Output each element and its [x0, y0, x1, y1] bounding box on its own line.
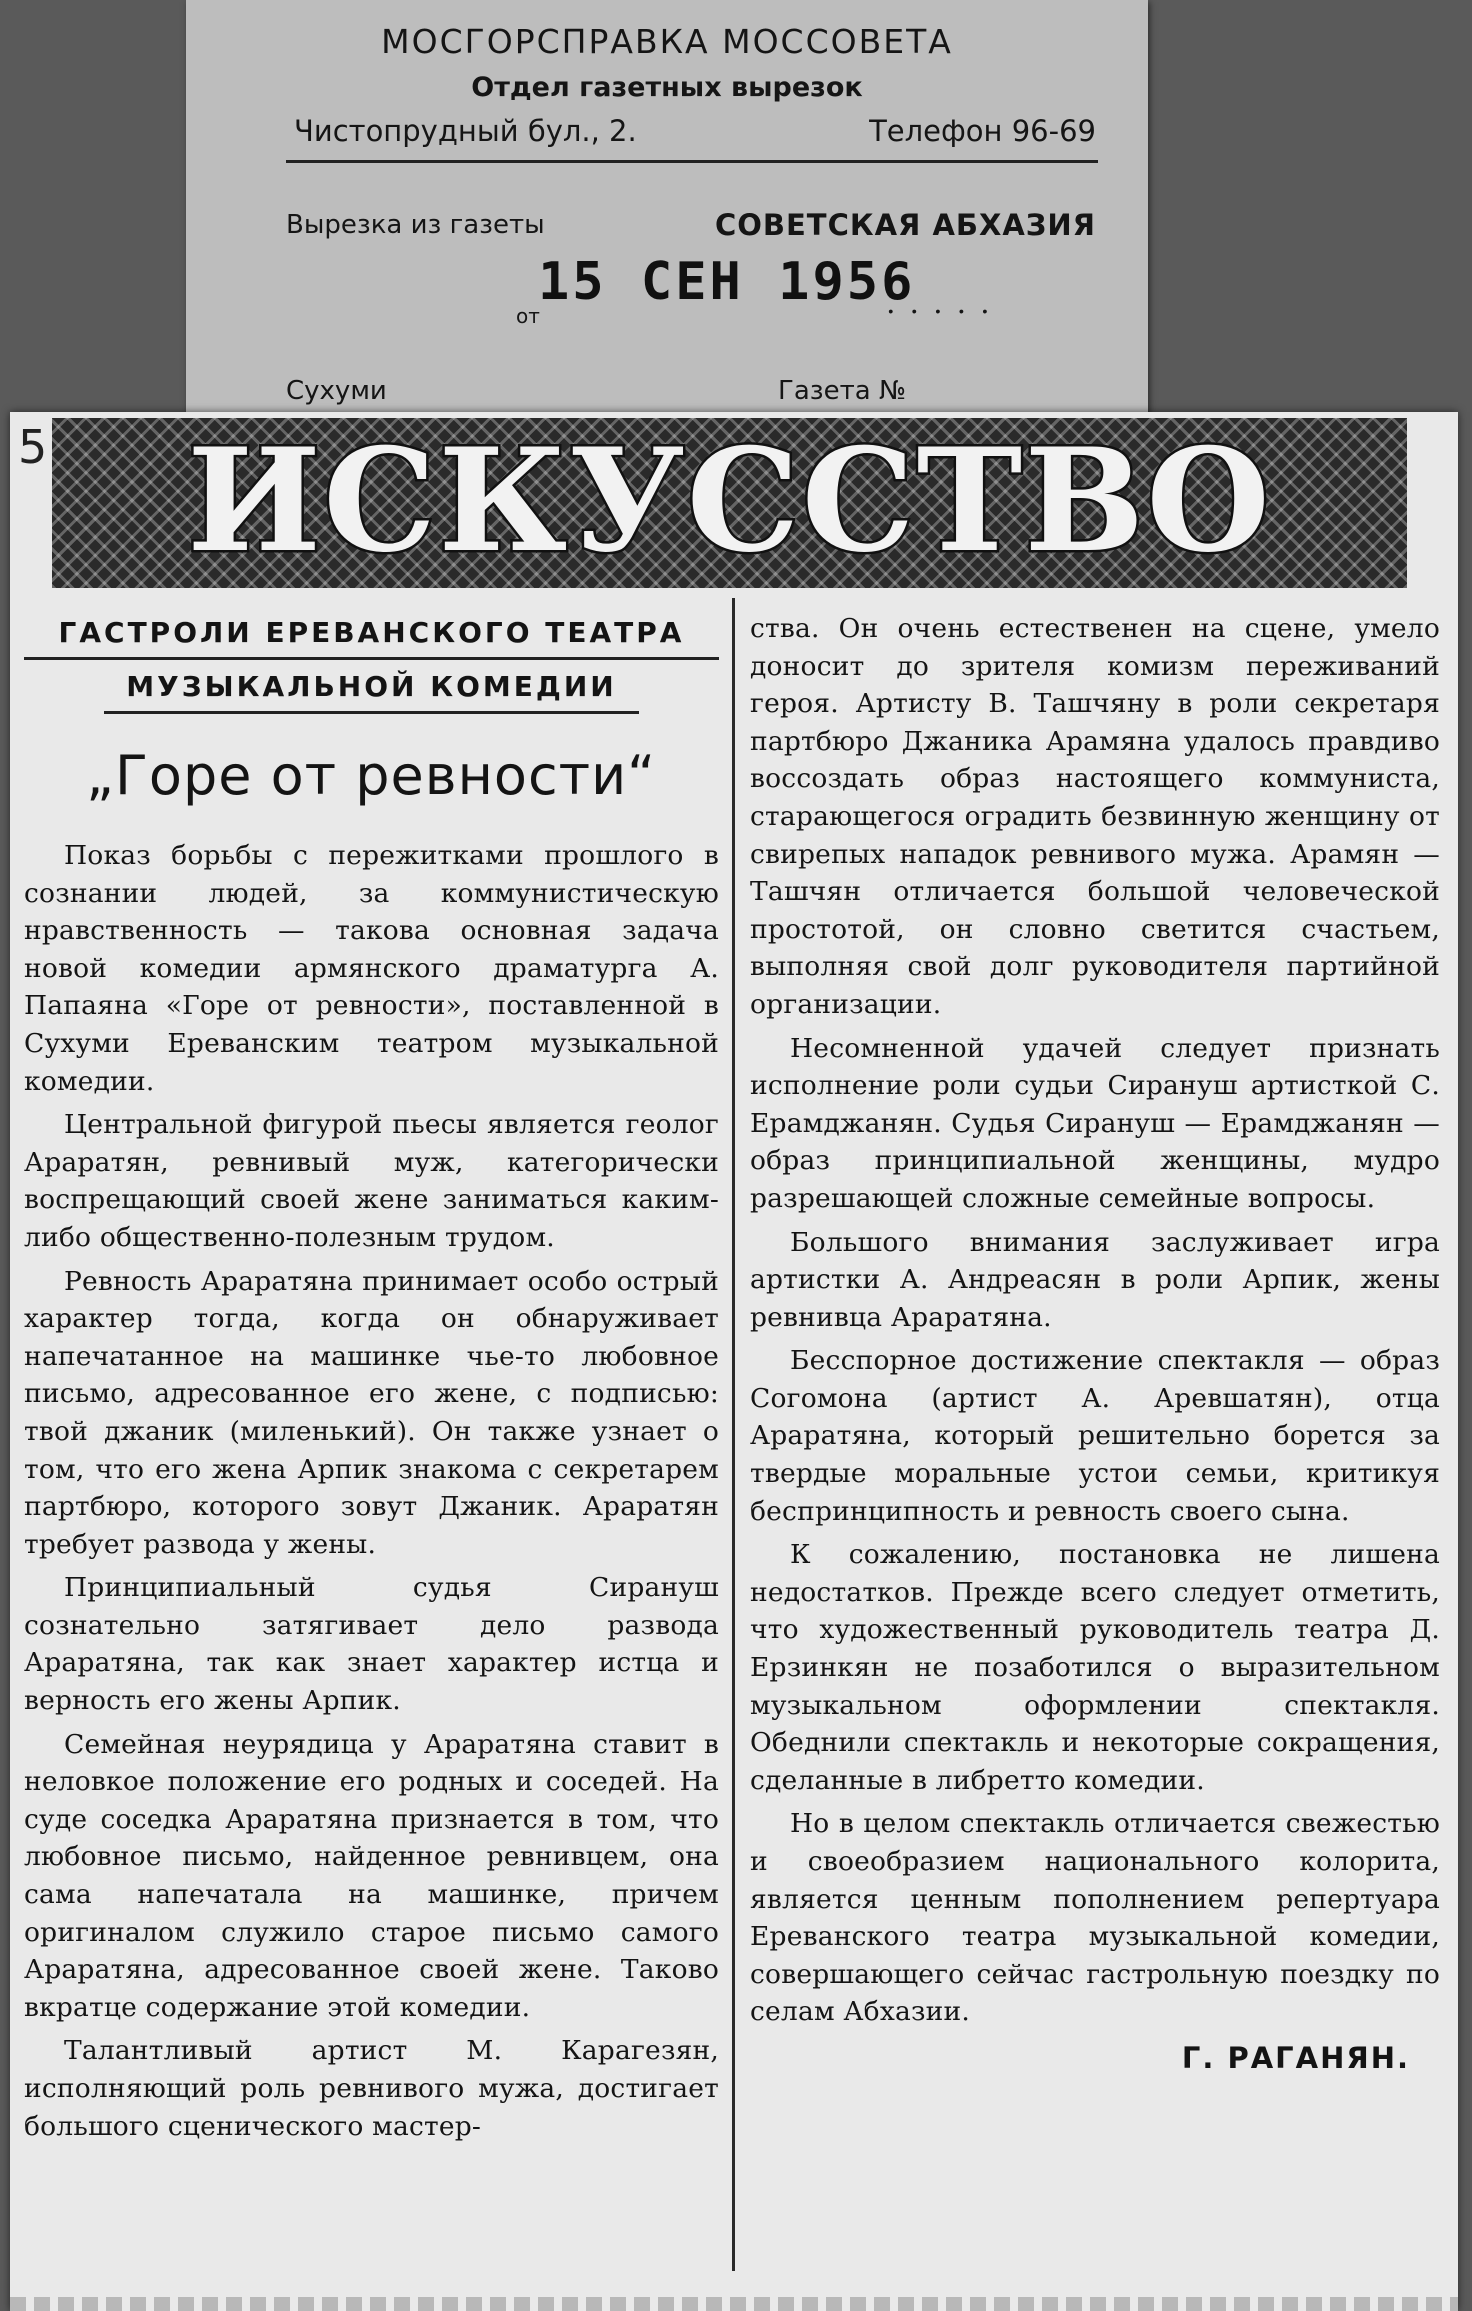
- right-column: [750, 598, 1440, 2311]
- stamp-phone: Телефон 96-69: [869, 114, 1096, 148]
- stamp-dots: .....: [886, 286, 1004, 321]
- section-banner: [52, 418, 1407, 588]
- section-banner-title: ИСКУССТВО: [186, 418, 1272, 584]
- column-divider: [732, 598, 735, 2271]
- article-paragraph: Несомненной удачей следует признать исполнение роли судьи Сирануш артисткой С. Ерамджанян. Судья Сирануш — Ерамджанян — образ принципиальной женщины, мудро разрешающей сложные семейные вопросы.: [750, 1032, 1440, 1214]
- headline-line-2: МУЗЫКАЛЬНОЙ КОМЕДИИ: [104, 670, 639, 714]
- article-paragraph: ства. Он очень естественен на сцене, умело доносит до зрителя комизм переживаний героя. Артисту В. Ташчяну в роли секретаря партбюро Джаника Арамяна удалось правдиво воссоздать образ настоящего коммуниста, старающегося оградить безвинную женщину от свирепых нападок ревнивого мужа. Арамян — Ташчян отличается большой человеческой простотой, он словно светится счастьем, выполняя свой долг руководителя партийной организации.: [750, 613, 1440, 1020]
- article-paragraph: Принципиальный судья Сирануш сознательно затягивает дело развода Араратяна, так как знает характер истца и верность его жены Арпик.: [24, 1572, 719, 1717]
- stamp-cutting-label: Вырезка из газеты: [286, 210, 545, 240]
- article-paragraph: Но в целом спектакль отличается свежестью и своеобразием национального колорита, является ценным пополнением репертуара Ереванского театра музыкальной комедии, совершающего сейчас гастрольную поездку по селам Абхазии.: [750, 1808, 1440, 2028]
- stamp-organization: МОСГОРСПРАВКА МОССОВЕТА: [381, 22, 953, 61]
- article-paragraph: Ревность Араратяна принимает особо острый характер тогда, когда он обнаруживает напечатанное на машинке чье-то любовное письмо, адресованное его жене, с подписью: твой джаник (миленький). Он также узнает о том, что его жена Арпик знакома с секретарем партбюро, которого зовут Джаник. Араратян требует развода у жены.: [24, 1265, 719, 1560]
- headline-line-1: ГАСТРОЛИ ЕРЕВАНСКОГО ТЕАТРА: [24, 616, 719, 660]
- archive-stamp: [186, 0, 1148, 415]
- left-column: [24, 598, 719, 2311]
- author-signature: Г. РАГАНЯН.: [1181, 2040, 1410, 2075]
- article-paragraph: Семейная неурядица у Араратяна ставит в неловкое положение его родных и соседей. На суде соседка Араратяна признается в том, что любовное письмо, найденное ревнивцем, она сама напечатала на машинке, причем оригиналом служило старое письмо самого Араратяна, адресованное своей жене. Таково вкратце содержание этой комедии.: [24, 1728, 719, 2023]
- stamp-department: Отдел газетных вырезок: [471, 72, 863, 103]
- article-paragraph: К сожалению, постановка не лишена недостатков. Прежде всего следует отметить, что художественный руководитель театра Д. Ерзинкян не позаботился о выразительном музыкальном оформлении спектакля. Обеднили спектакль и некоторые сокращения, сделанные в либретто комедии.: [750, 1539, 1440, 1796]
- newspaper-clipping: [10, 412, 1458, 2311]
- article-paragraph: Показ борьбы с пережитками прошлого в сознании людей, за коммунистическую нравственность — такова основная задача новой комедии армянского драматурга А. Папаяна «Горе от ревности», поставленной в Сухуми Ереванским театром музыкальной комедии.: [24, 840, 719, 1097]
- stamp-date-box: [516, 252, 1076, 328]
- article-title: „Горе от ревности“: [86, 744, 657, 807]
- stamp-gazeta-number-label: Газета №: [778, 376, 906, 406]
- article-paragraph: Талантливый артист М. Карагезян, исполняющий роль ревнивого мужа, достигает большого сценического мастер-: [24, 2035, 719, 2142]
- stamp-city: Сухуми: [286, 376, 387, 406]
- article-paragraph: Центральной фигурой пьесы является геолог Араратян, ревнивый муж, категорически воспрещающий своей жене заниматься каким-либо общественно-полезным трудом.: [24, 1109, 719, 1253]
- article-paragraph: Большого внимания заслуживает игра артистки А. Андреасян в роли Арпик, жены ревнивца Араратяна.: [750, 1226, 1440, 1333]
- stamp-address: Чистопрудный бул., 2.: [294, 114, 637, 148]
- stamp-from-label: от: [516, 304, 540, 328]
- stamp-newspaper-name: СОВЕТСКАЯ АБХАЗИЯ: [714, 208, 1096, 242]
- article-paragraph: Бесспорное достижение спектакля — образ Согомона (артист А. Аревшатян), отца Араратяна, который решительно борется за твердые моральные устои семьи, критикуя беспринципность и ревность своего сына.: [750, 1345, 1440, 1527]
- pencil-mark: 5: [18, 420, 48, 474]
- stamp-rule: [286, 160, 1098, 163]
- stamp-date: 15 СЕН 1956: [538, 252, 916, 312]
- cut-edge: [10, 2297, 1458, 2311]
